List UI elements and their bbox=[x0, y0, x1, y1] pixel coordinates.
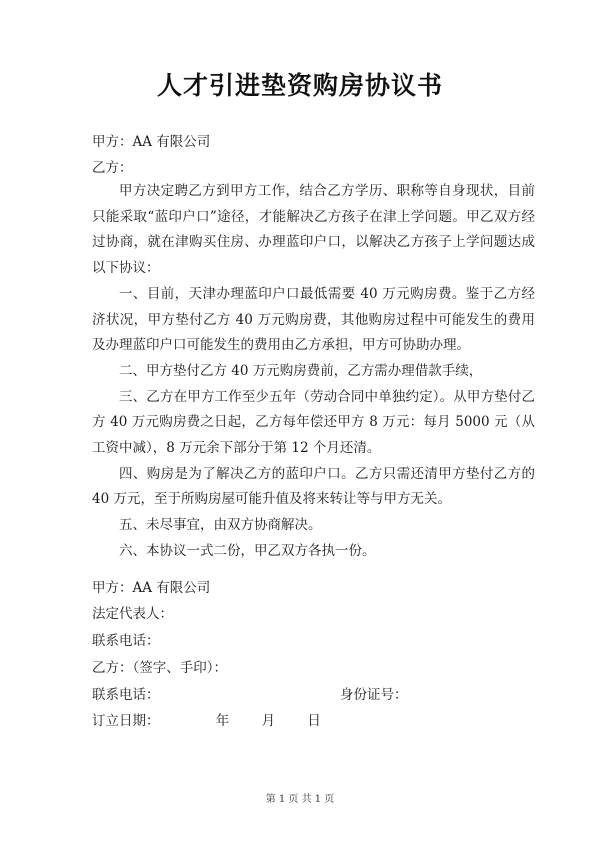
date-day: 日 bbox=[307, 713, 321, 729]
paragraph-clause-5: 五、未尽事宜，由双方协商解决。 bbox=[119, 517, 322, 534]
paragraph-clause-6: 六、本协议一式二份，甲乙双方各执一份。 bbox=[119, 542, 376, 559]
signature-party-a: 甲方：AA 有限公司 bbox=[92, 580, 211, 596]
agreement-body bbox=[92, 179, 535, 565]
signature-contact-a: 联系电话： bbox=[92, 633, 160, 649]
date-year: 年 bbox=[215, 713, 230, 729]
paragraph-intro: 甲方决定聘乙方到甲方工作，结合乙方学历、职称等自身现状，目前只能采取“蓝印户口”途径，才能解决乙方孩子在津上学问题。甲乙双方经过协商，就在津购买住房、办理蓝印户口，以解决乙方孩子上学问题达成以下协议： bbox=[92, 183, 535, 277]
signature-party-b: 乙方：（签字、手印）： bbox=[92, 660, 227, 676]
header-party-a: 甲方：AA 有限公司 bbox=[92, 134, 211, 150]
date-label: 订立日期： bbox=[92, 713, 160, 729]
signature-id-number: 身份证号： bbox=[340, 687, 408, 703]
signature-date bbox=[92, 712, 321, 730]
paragraph-clause-3: 三、乙方在甲方工作至少五年（劳动合同中单独约定）。从甲方垫付乙方 40 万元购房费之日起，乙方每年偿还甲方 8 万元：每月 5000 元（从工资中减），8 万元余下部分于第 12 个月还清。 bbox=[92, 388, 535, 457]
signature-contact-b: 联系电话： bbox=[92, 687, 160, 703]
page-footer: 第 1 页 共 1 页 bbox=[265, 794, 335, 805]
paragraph-clause-4: 四、购房是为了解决乙方的蓝印户口。乙方只需还清甲方垫付乙方的 40 万元，至于所购房屋可能升值及将来转让等与甲方无关。 bbox=[92, 465, 535, 508]
document-title: 人才引进垫资购房协议书 bbox=[156, 71, 443, 100]
paragraph-clause-2: 二、甲方垫付乙方 40 万元购房费前，乙方需办理借款手续， bbox=[119, 362, 483, 379]
date-month: 月 bbox=[261, 713, 276, 729]
paragraph-clause-1: 一、目前，天津办理蓝印户口最低需要 40 万元购房费。鉴于乙方经济状况，甲方垫付乙方 40 万元购房费，其他购房过程中可能发生的费用及办理蓝印户口可能发生的费用由乙方承担，甲方可协助办理。 bbox=[92, 285, 535, 354]
signature-legal-rep: 法定代表人： bbox=[92, 606, 173, 622]
header-party-b: 乙方： bbox=[92, 160, 133, 176]
